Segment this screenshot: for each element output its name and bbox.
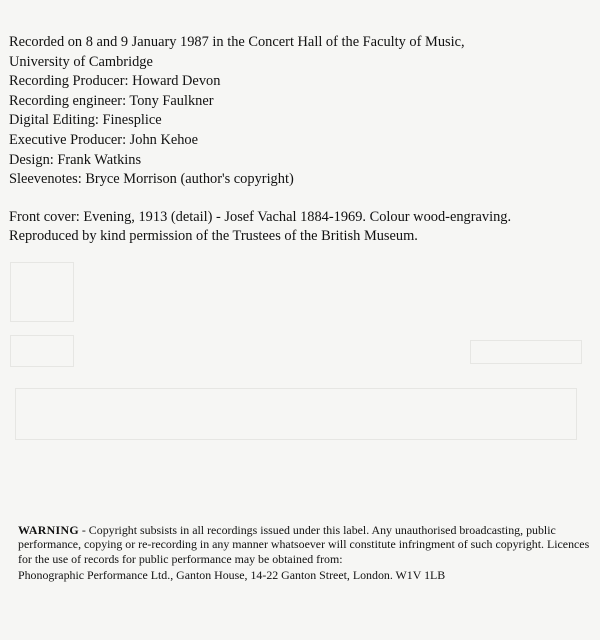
credit-line: Digital Editing: Finesplice [9,112,162,129]
credit-line: Recording engineer: Tony Faulkner [9,92,214,109]
cover-credit-line: Front cover: Evening, 1913 (detail) - Josef Vachal 1884-1969. Colour wood-engraving. [9,208,512,225]
cover-credit-line: Reproduced by kind permission of the Trustees of the British Museum. [9,228,418,245]
bleed-through-box-4 [15,388,577,440]
warning-address: Phonographic Performance Ltd., Ganton House, 14-22 Ganton Street, London. W1V 1LB [18,568,446,583]
credit-line: Recording Producer: Howard Devon [9,73,221,90]
spacer [9,190,594,208]
credit-line: Sleevenotes: Bryce Morrison (author's copyright) [9,171,294,188]
credits-block [9,33,594,247]
credit-line: Recorded on 8 and 9 January 1987 in the Concert Hall of the Faculty of Music, [9,34,465,50]
bleed-through-box-1 [10,262,74,322]
credit-line: Executive Producer: John Kehoe [9,131,199,148]
warning-label: WARNING [18,523,79,537]
credit-line: Design: Frank Watkins [9,151,142,168]
warning-paragraph [18,523,590,566]
bleed-through-box-2 [10,335,74,367]
credit-line: University of Cambridge [9,53,153,70]
bleed-through-box-3 [470,340,582,364]
warning-text: - Copyright subsists in all recordings issued under this label. Any unauthorised broadcasting, public performance, copying or re-recording in any manner whatsoever will constitute infringment of such copyright. Licences for the use of records for public performance may be obtained from: [18,523,590,566]
copyright-warning [18,523,590,583]
